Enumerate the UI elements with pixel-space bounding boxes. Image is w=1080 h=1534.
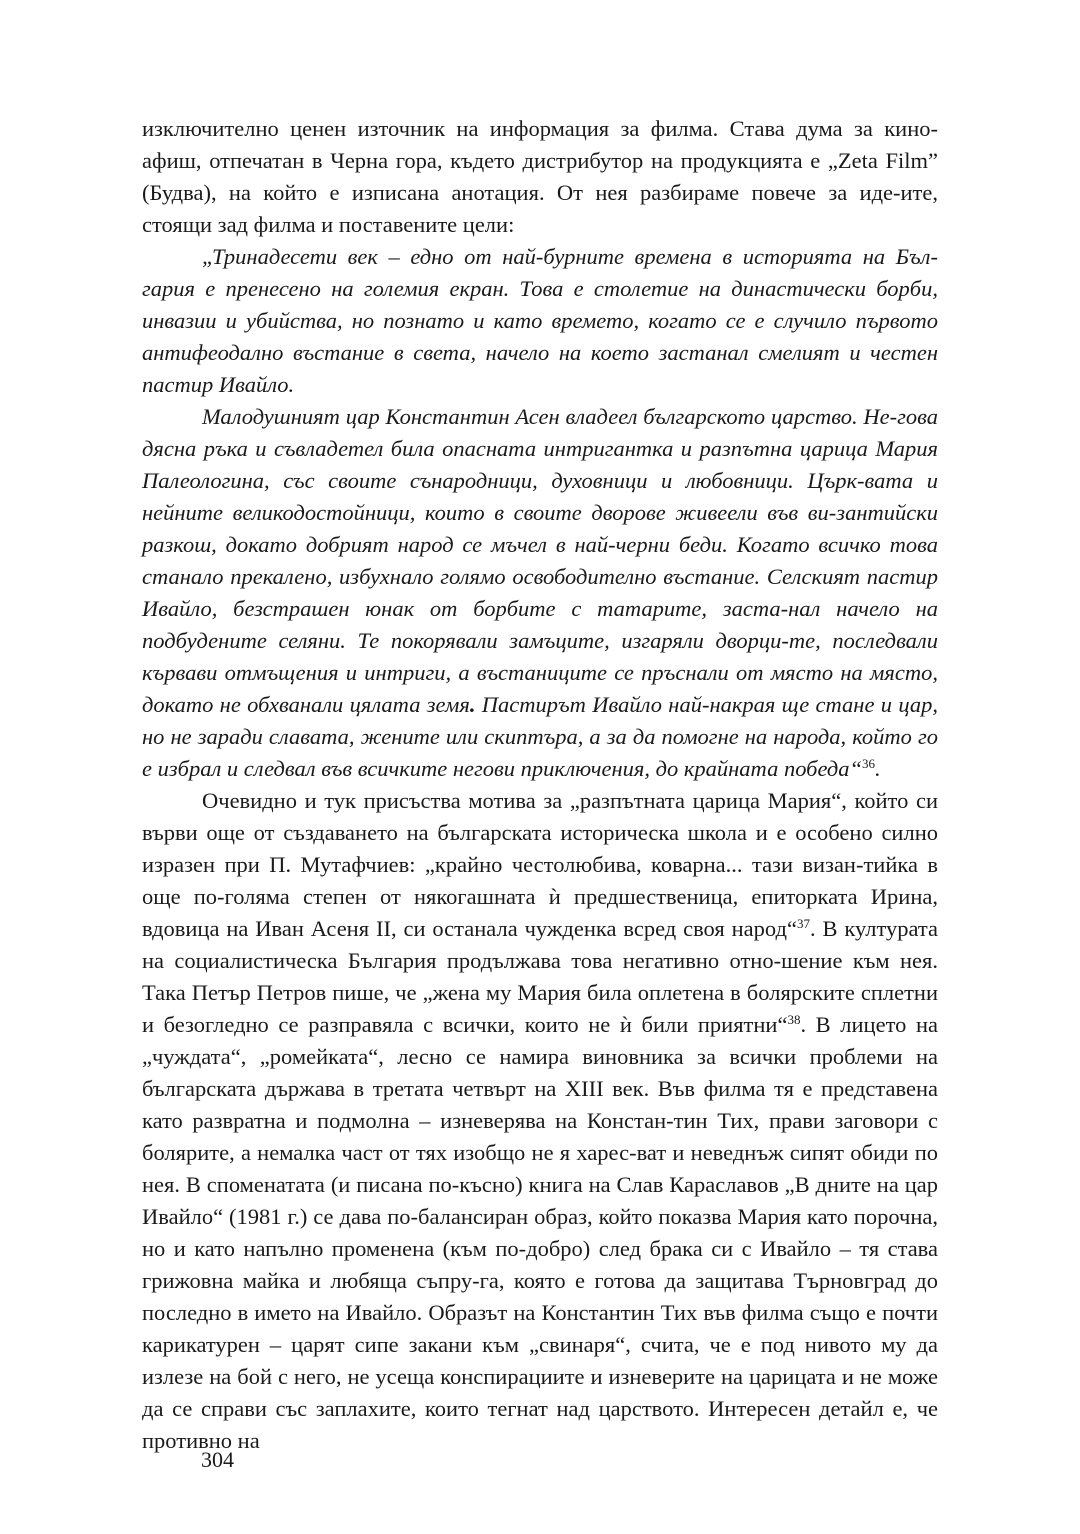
quote-2-bold-period: . (469, 692, 476, 717)
paragraph-analysis-part-a: Очевидно и тук присъства мотива за „разпътната царица Мария“, който си върви още от създаването на българската историческа школа и е особено силно изразен при П. Мутафчиев: „крайно честолюбива, коварна... тази визан-тийка в още по-голяма степен от някогашната ѝ предшественица, епиторката Ирина, вдовица на Иван Асеня II, си останала чужденка всред своя народ“ (142, 788, 938, 941)
page-number: 304 (201, 1447, 234, 1472)
quote-2-tail: Пастирът Ивайло най-накрая ще стане и цар, но не заради славата, жените или скиптъра, а за да помогне на народа, който го е избрал и следвал във всичките негови приключения, до крайната победа“ (142, 692, 939, 781)
footnote-ref-38: 38 (787, 1012, 801, 1028)
quote-2-end: . (875, 756, 881, 781)
quote-2-main: Малодушният цар Константин Асен владеел българското царство. Не-гова дясна ръка и съвладетел била опасната интригантка и разпътна царица Мария Палеологина, със своите сънародници, духовници и любовници. Църк-вата и нейните великодостойници, които в своите дворове живеели във ви-зантийски разкош, докато добрият народ се мъчел в най-черни беди. Когато всичко това станало прекалено, избухнало голямо освободително въстание. Селският пастир Ивайло, безстрашен юнак от борбите с татарите, заста-нал начело на подбудените селяни. Те покорявали замъците, изгаряли дворци-те, последвали кървави отмъщения и интриги, а въстаниците се пръснали от място на място, докато не обхванали цялата земя (142, 404, 938, 717)
paragraph-analysis (142, 785, 938, 1457)
paragraph-analysis-part-c: . В лицето на „чуждата“, „ромейката“, лесно се намира виновника за всички проблеми на българската държава в третата четвърт на XIII век. Във филма тя е представена като развратна и подмолна – изневерява на Констан-тин Тих, прави заговори с болярите, а немалка част от тях изобщо не я харес-ват и неведнъж сипят обиди по нея. В споменатата (и писана по-късно) книга на Слав Караславов „В дните на цар Ивайло“ (1981 г.) се дава по-балансиран образ, който показва Мария като порочна, но и като напълно променена (към по-добро) след брака си с Ивайло – тя става грижовна майка и любяща съпру-га, която е готова да защитава Търновград до последно в името на Ивайло. Образът на Константин Тих във филма също е почти карикатурен – царят сипе закани към „свинаря“, счита, че е под нивото му да излезе на бой с него, не усеща конспирациите и изневерите на царицата и не може да се справи със заплахите, които тегнат над царството. Интересен детайл е, че противно на (142, 1012, 938, 1453)
footnote-ref-36: 36 (862, 756, 876, 772)
footnote-ref-37: 37 (796, 916, 810, 932)
quote-paragraph-1: „Тринадесети век – едно от най-бурните времена в историята на Бъл-гария е пренесено на големия екран. Това е столетие на династически борби, инвазии и убийства, но познато и като времето, когато се е случило първото антифеодално въстание в света, начело на което застанал смелият и честен пастир Ивайло. (142, 244, 938, 397)
paragraph-analysis-part-b: . В културата на социалистическа България продължава това негативно отно-шение към нея. Така Петър Петров пише, че „жена му Мария била оплетена в болярските сплетни и безогледно се разправяла с всички, които не ѝ били приятни“ (142, 916, 938, 1037)
paragraph-intro: изключително ценен източник на информация за филма. Става дума за кино-афиш, отпечатан в Черна гора, където дистрибутор на продукцията е „Zeta Film” (Будва), на който е изписана анотация. От нея разбираме повече за иде-ите, стоящи зад филма и поставените цели: (142, 116, 938, 237)
page-body (142, 113, 938, 1457)
quote-paragraph-2 (142, 401, 938, 785)
